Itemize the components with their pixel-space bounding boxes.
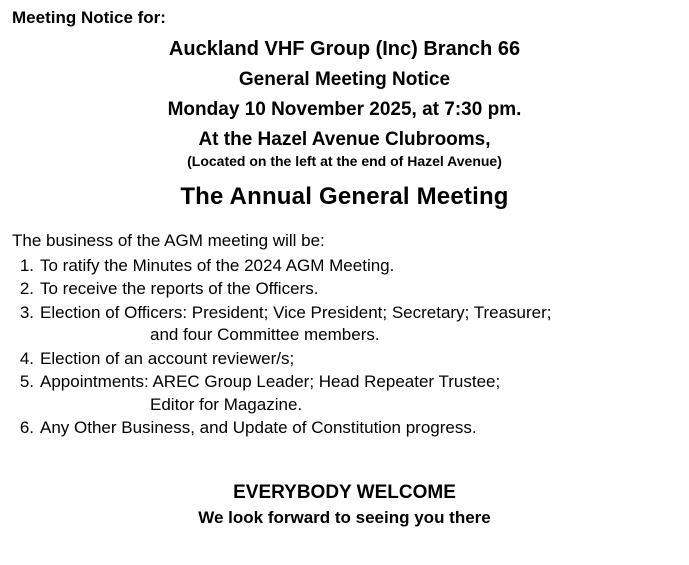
agenda-text-block [40, 302, 679, 347]
closing-message: We look forward to seeing you there [198, 507, 491, 527]
agenda-text-continuation: Editor for Magazine. [150, 394, 303, 414]
organisation-name: Auckland VHF Group (Inc) Branch 66 [168, 38, 521, 60]
agenda-text-block [40, 371, 679, 416]
meeting-datetime: Monday 10 November 2025, at 7:30 pm. [167, 99, 522, 120]
notice-heading: Meeting Notice for: [12, 8, 166, 27]
agenda-number: 3. [19, 302, 34, 322]
agenda-text: Any Other Business, and Update of Constitution progress. [40, 418, 477, 438]
meeting-venue: At the Hazel Avenue Clubrooms, [198, 129, 491, 150]
agenda-number: 6. [19, 418, 34, 438]
list-item [10, 417, 679, 439]
welcome-message: EVERYBODY WELCOME [233, 481, 456, 503]
agenda-text: To receive the reports of the Officers. [40, 279, 319, 299]
agenda-number: 2. [19, 279, 34, 299]
list-item [10, 302, 679, 347]
footer [10, 482, 679, 528]
agenda-number: 1. [19, 256, 34, 275]
agenda-number: 4. [19, 348, 34, 368]
list-item [10, 371, 679, 416]
meeting-type: General Meeting Notice [238, 69, 451, 90]
agenda-text-continuation: and four Committee members. [150, 325, 380, 345]
agenda-list [10, 255, 679, 440]
business-intro: The business of the AGM meeting will be: [12, 231, 325, 250]
venue-location-note: (Located on the left at the end of Hazel Avenue) [187, 153, 502, 169]
agenda-text: To ratify the Minutes of the 2024 AGM Meeting. [40, 256, 395, 275]
agenda-number: 5. [19, 372, 34, 392]
list-item [10, 278, 679, 300]
list-item [10, 348, 679, 370]
agenda-text: Election of an account reviewer/s; [40, 348, 295, 368]
page-title: The Annual General Meeting [180, 183, 509, 210]
agenda-text: Appointments: AREC Group Leader; Head Repeater Trustee; [40, 372, 501, 392]
list-item [10, 255, 679, 277]
agenda-text: Election of Officers: President; Vice President; Secretary; Treasurer; [40, 302, 552, 322]
